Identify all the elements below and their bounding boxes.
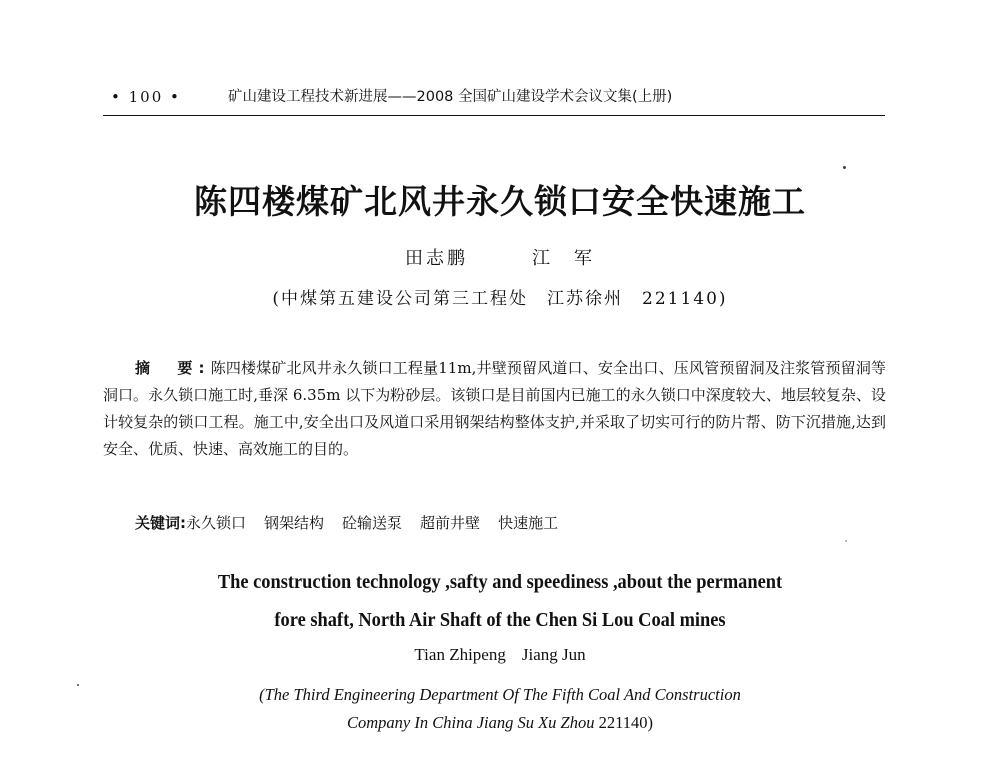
keyword: 永久锁口	[186, 514, 247, 532]
scan-speck	[845, 540, 847, 542]
paper-title-en-line2: fore shaft, North Air Shaft of the Chen Si Lou Coal mines	[274, 609, 726, 631]
affiliation-en-text: Company In China Jiang Su Xu Zhou	[346, 713, 595, 732]
affiliation-cn: (中煤第五建设公司第三工程处 江苏徐州 221140)	[272, 289, 728, 309]
affiliation-en-line1: (The Third Engineering Department Of The Fifth Coal And Construction	[259, 685, 741, 704]
page-number: • 100 •	[111, 88, 181, 106]
keywords-label: 关键词:	[135, 514, 186, 532]
keyword: 快速施工	[498, 514, 559, 532]
keyword: 超前井壁	[420, 514, 481, 532]
scan-speck	[77, 684, 79, 686]
authors-en	[0, 645, 1000, 665]
affiliation-en-code: 221140)	[598, 713, 653, 732]
keyword: 钢架结构	[264, 514, 325, 532]
header-rule	[103, 115, 885, 116]
author-en-1: Tian Zhipeng	[414, 645, 506, 664]
running-header	[103, 84, 885, 110]
abstract-text: 陈四楼煤矿北风井永久锁口工程量11m,井壁预留风道口、安全出口、压风管预留洞及注浆管预留洞等洞口。永久锁口施工时,垂深 6.35m 以下为粉砂层。该锁口是目前国内已施工的永久锁口中深度较大、地层较复杂、设计较复杂的锁口工程。施工中,安全出口及风道口采用钢架结构整体支护,并采取了切实可行的防片帮、防下沉措施,达到安全、优质、快速、高效施工的目的。	[103, 359, 886, 458]
abstract	[103, 355, 886, 463]
abstract-label: 摘 要:	[135, 359, 211, 377]
affiliation-en-line2	[0, 713, 1000, 733]
journal-title: 矿山建设工程技术新进展——2008 全国矿山建设学术会议文集(上册)	[228, 89, 673, 105]
scan-speck	[843, 166, 846, 169]
author-cn-2: 江 军	[532, 248, 595, 269]
author-cn-1: 田志鹏	[405, 248, 468, 269]
author-en-2: Jiang Jun	[521, 645, 586, 664]
keywords	[135, 512, 576, 533]
keyword: 砼输送泵	[342, 514, 403, 532]
paper-title-en-line1: The construction technology ,safty and speediness ,about the permanent	[217, 571, 783, 593]
paper-title-cn: 陈四楼煤矿北风井永久锁口安全快速施工	[194, 182, 806, 221]
authors-cn	[0, 244, 1000, 270]
